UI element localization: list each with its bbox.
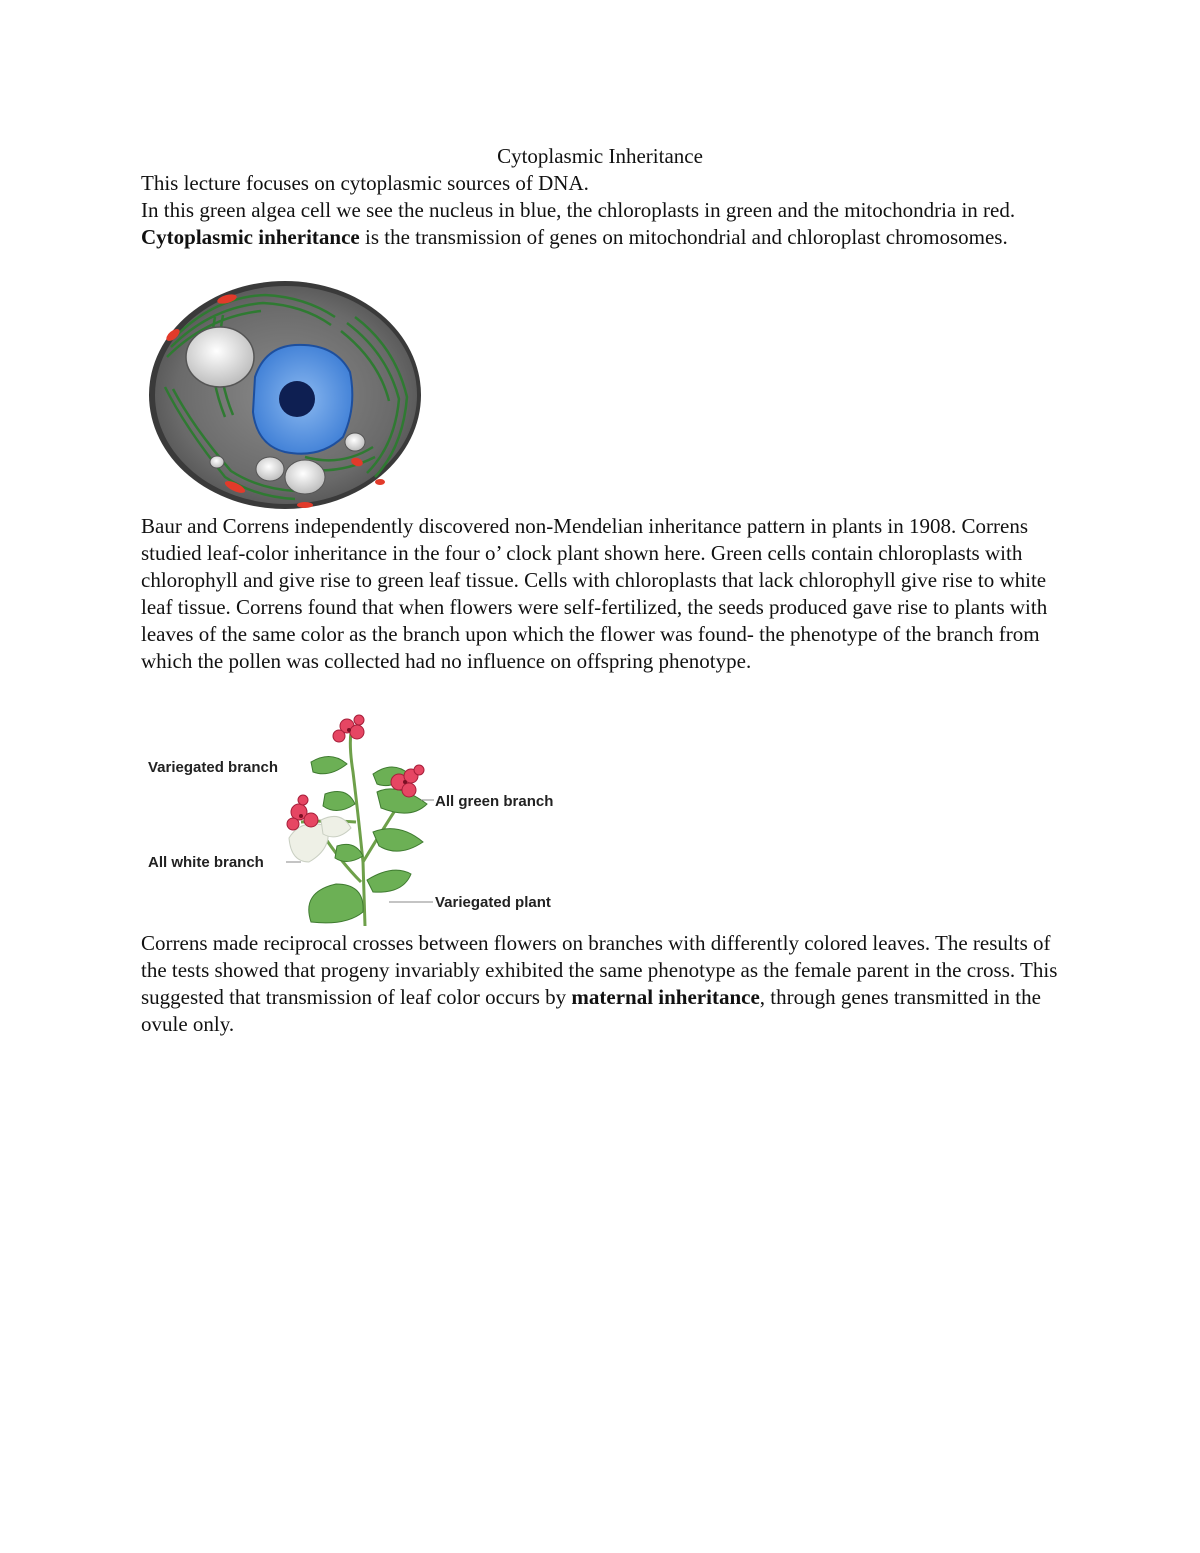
p2-text-c: is the transmission of genes on mitochondrial and chloroplast chromosomes.: [359, 225, 1008, 249]
cell-description-paragraph: [141, 197, 1081, 251]
term-maternal-inheritance: maternal inheritance: [571, 985, 760, 1009]
reciprocal-crosses-paragraph: [141, 930, 1081, 1038]
intro-paragraph: This lecture focuses on cytoplasmic sources of DNA.: [141, 171, 589, 195]
four-oclock-plant-figure: [141, 712, 581, 928]
label-variegated-branch: Variegated branch: [148, 759, 279, 776]
p2-text-a: In this green algea cell we see the nucleus in blue, the chloroplasts in green and the mitochondria in red.: [141, 198, 1016, 222]
label-all-white-branch: All white branch: [148, 854, 264, 871]
page-title: Cytoplasmic Inheritance: [497, 144, 703, 168]
correns-paragraph: Baur and Correns independently discovered non-Mendelian inheritance pattern in plants in 1908. Correns studied leaf-color inheritance in the four o’ clock plant shown here. Green cells contain chloroplasts with chlorophyll and give rise to green leaf tissue. Cells with chloroplasts that lack chlorophyll give rise to white leaf tissue. Correns found that when flowers were self-fertilized, the seeds produced gave rise to plants with leaves of the same color as the branch upon which the flower was found- the phenotype of the branch from which the pollen was collected had no influence on offspring phenotype.: [141, 514, 1048, 673]
term-cytoplasmic-inheritance: Cytoplasmic inheritance: [141, 225, 360, 249]
p4-text-a: Correns made reciprocal crosses between flowers on branches with differently colored leaves. The results of the tests showed that progeny invariably exhibited the same phenotype as the female parent in the cross. This suggested that transmission of leaf color occurs by: [141, 931, 1058, 1009]
p4-text-c: , through genes transmitted in the ovule only.: [141, 985, 1041, 1036]
label-all-green-branch: All green branch: [435, 793, 554, 810]
algae-cell-micrograph: [145, 277, 425, 513]
label-variegated-plant: Variegated plant: [435, 894, 551, 911]
